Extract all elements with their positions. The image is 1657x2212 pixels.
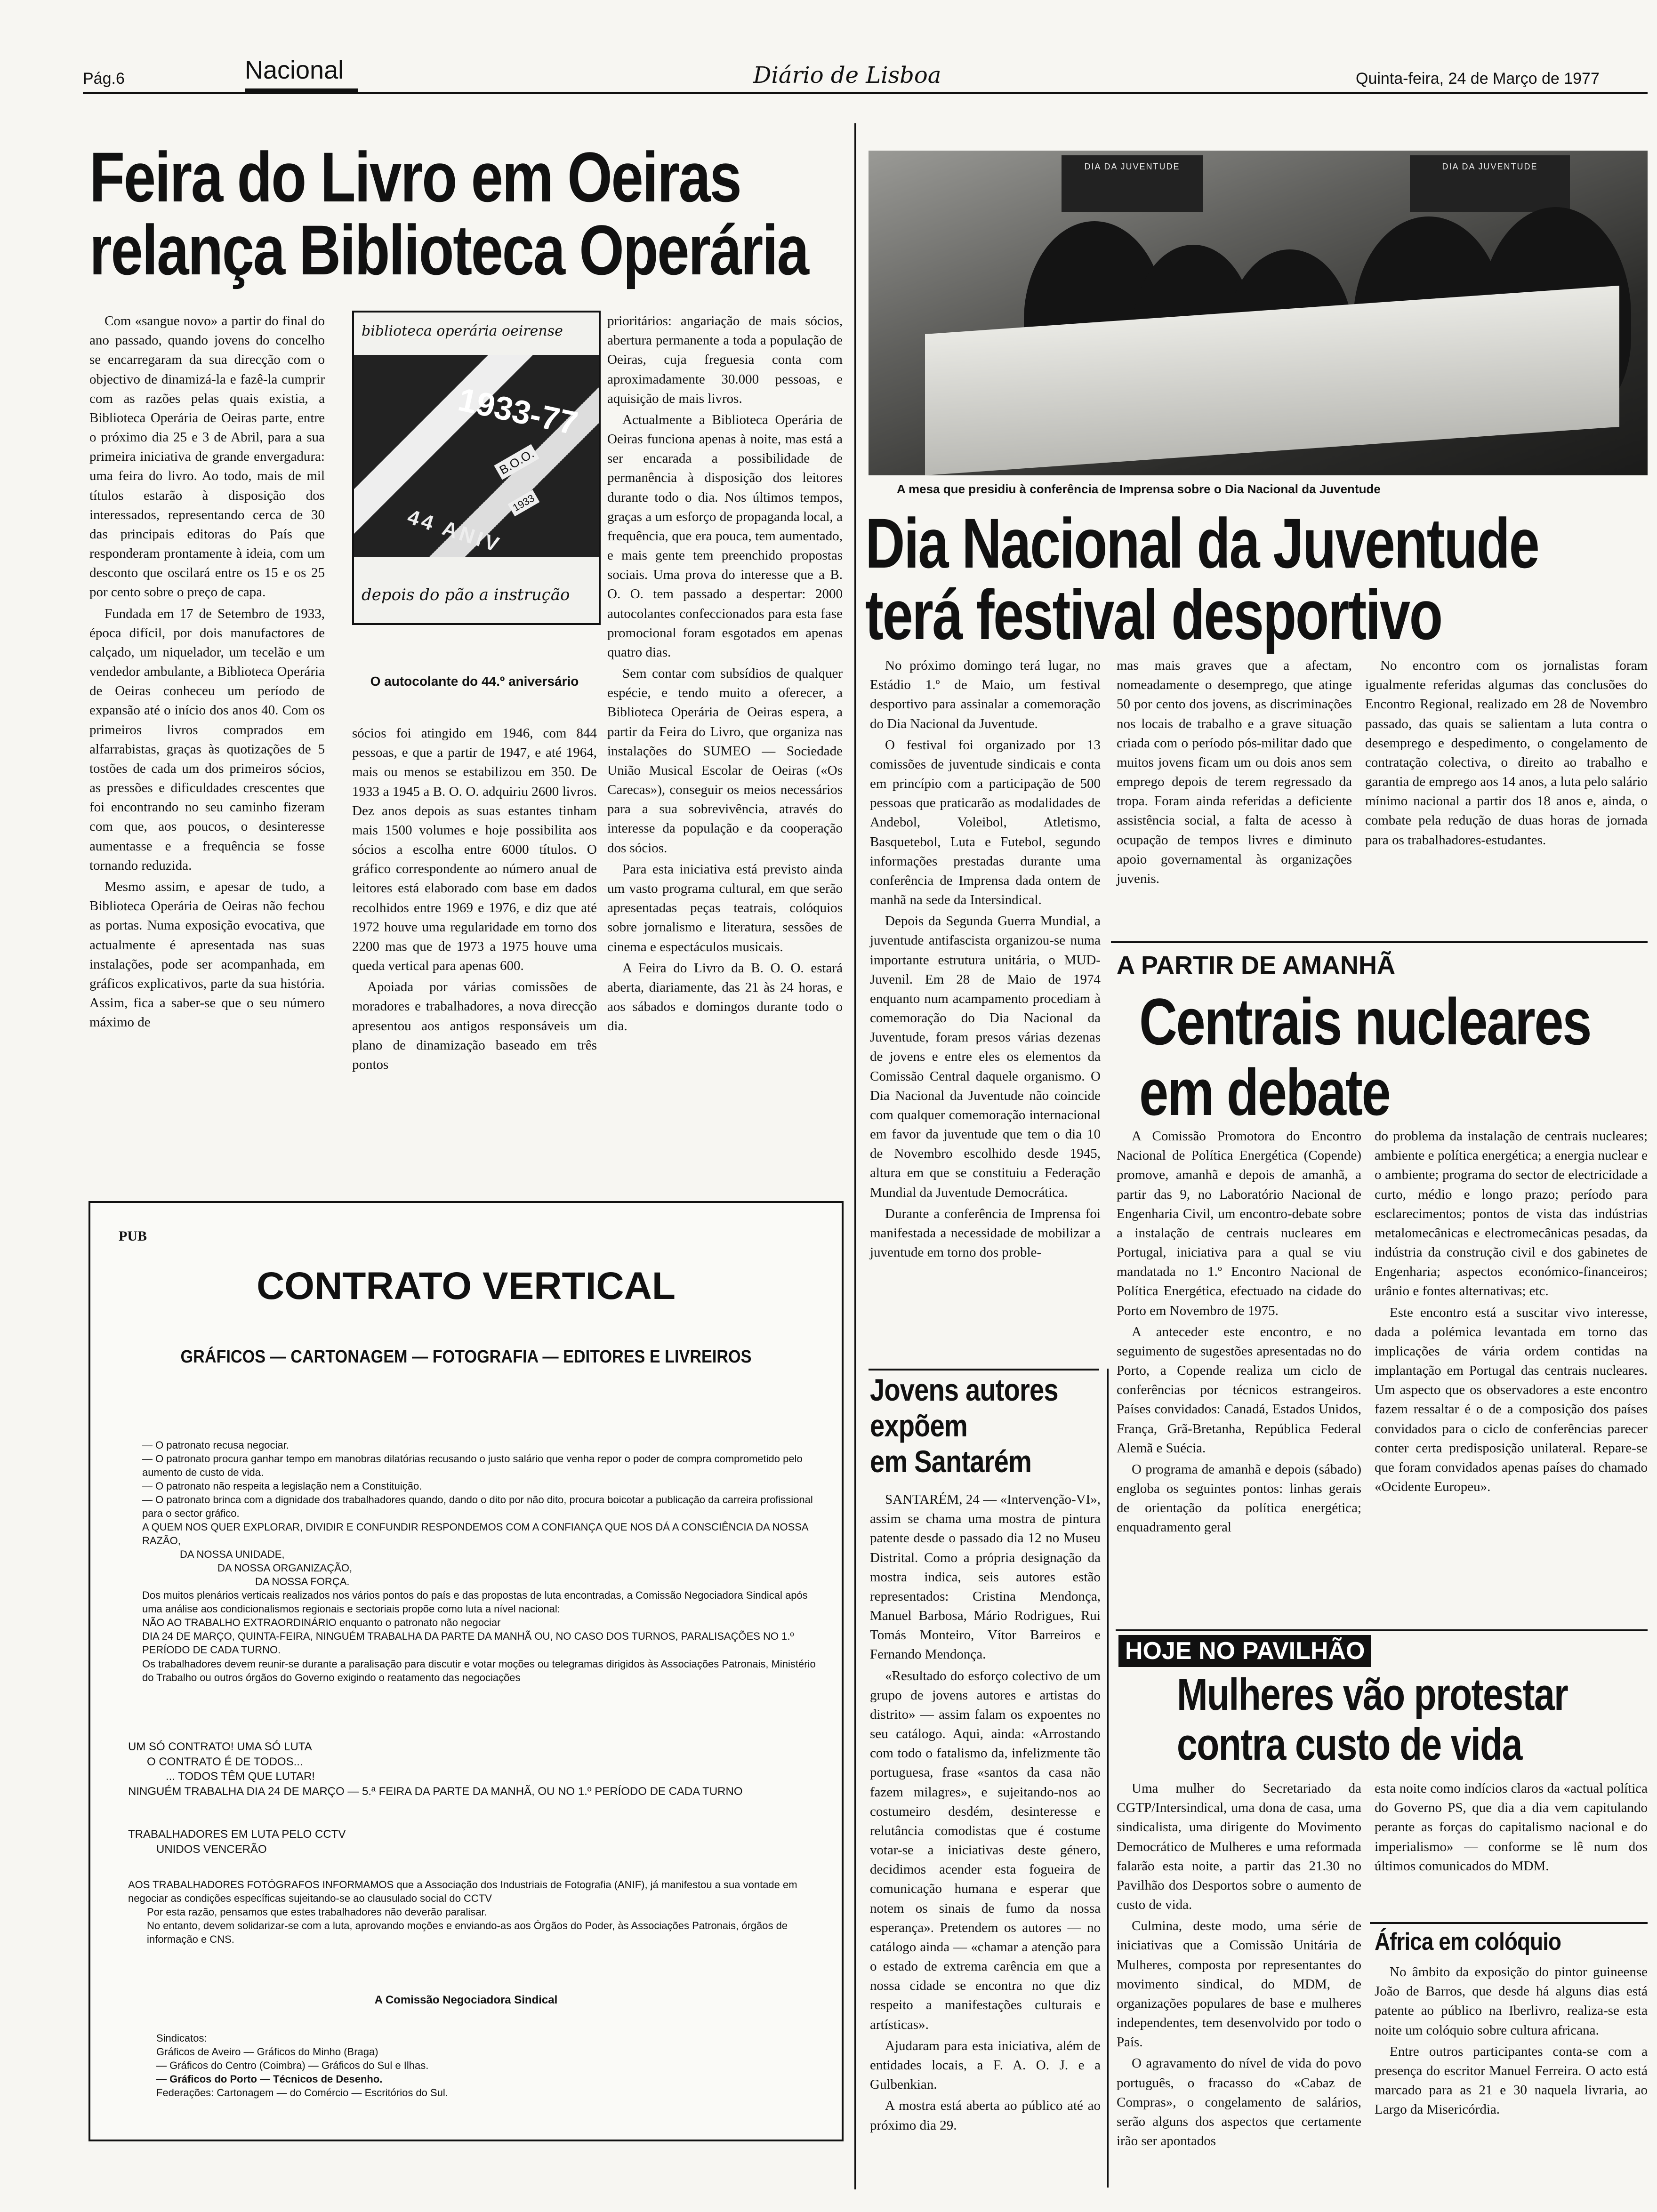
nucleares-headline-2: em debate bbox=[1139, 1055, 1390, 1129]
ad-line: DIA 24 DE MARÇO, QUINTA-FEIRA, NINGUÉM TRABALHA DA PARTE DA MANHÃ OU, NO CASO DOS TURNOS, PARALISAÇÕES NO 1.º PERÍODO DE CADA TURNO. bbox=[142, 1630, 794, 1656]
pavilhao-headline-1: Mulheres vão protestar bbox=[1177, 1669, 1568, 1720]
santarem-headline-2: expõem bbox=[870, 1408, 967, 1443]
juventude-column-3 bbox=[1365, 656, 1648, 852]
paragraph: Durante a conferência de Imprensa foi manifestada a necessidade de mobilizar a juventude em torno dos proble- bbox=[870, 1206, 1101, 1260]
ad-line: — Gráficos do Porto — Técnicos de Desenho. bbox=[156, 2073, 383, 2085]
santarem-column bbox=[870, 1490, 1101, 2137]
ad-block-2 bbox=[128, 1739, 815, 1799]
ad-line: Gráficos de Aveiro — Gráficos do Minho (Braga) bbox=[156, 2046, 378, 2058]
sticker-year: 1933-77 bbox=[455, 381, 581, 442]
sticker-caption: O autocolante do 44.º aniversário bbox=[370, 674, 579, 689]
nucleares-column-2 bbox=[1375, 1127, 1648, 1499]
ad-subtitle: GRÁFICOS — CARTONAGEM — FOTOGRAFIA — EDITORES E LIVREIROS bbox=[180, 1347, 752, 1367]
section-underline bbox=[245, 88, 358, 94]
paragraph: A Comissão Promotora do Encontro Nacional de Política Energética (Copende) promove, amanhã e depois de amanhã, a partir das 9, no Laboratório Nacional de Engenharia Civil, um encontro-debate sobre a instalação de centrais nucleares em Portugal, iniciativa para a qual se viu mandatada no 1.º Encontro Nacional de Política Energética, efectuado na cidade do Porto em Novembro de 1975. bbox=[1117, 1129, 1361, 1318]
photo-caption: A mesa que presidiu à conferência de Imprensa sobre o Dia Nacional da Juventude bbox=[897, 482, 1381, 496]
paragraph: Depois da Segunda Guerra Mundial, a juventude antifascista organizou-se numa importante estrutura unitária, o MUD-Juvenil. Em 28 de Maio de 1974 enquanto num acampamento procediam à comemoração do Dia Nacional da Juventude, foram presos várias dezenas de jovens e entre eles os elementos da Comissão Central daquele organismo. O Dia Nacional da Juventude não coincide com qualquer comemoração internacional em favor da juventude que tem o dia 10 de Novembro escolhido desde 1945, altura em que se constituiu a Federação Mundial da Juventude Democrática. bbox=[870, 914, 1101, 1200]
column-divider bbox=[1107, 1369, 1109, 2188]
paragraph: Ajudaram para esta iniciativa, além de entidades locais, a F. A. O. J. e a Gulbenkian. bbox=[870, 2038, 1101, 2092]
paragraph: Sem contar com subsídios de qualquer espécie, e tendo muito a oferecer, a Biblioteca Operária de Oeiras espera, a partir da Feira do Livro, que organiza nas instalações do SUMEO — Sociedade União Musical Escolar de Oeiras («Os Carecas»), conseguir os meios necessários para a sua sobrevivência, através do interesse da população e da cooperação dos sócios. bbox=[607, 666, 843, 856]
paragraph: Fundada em 17 de Setembro de 1933, época difícil, por dois manufactores de calçado, um niquelador, um tecelão e um vendedor ambulante, a Biblioteca Operária de Oeiras conheceu um período de expansão até o início dos anos 40. Com os primeiros livros comprados em alfarrabistas, graças às quotizações de 5 tostões de cada um dos primeiros sócios, as pressões e dificuldades crescentes que foi encontrando no seu caminho fizeram com que, aos poucos, o desinteresse aumentasse e a frequência se fosse tornando reduzida. bbox=[89, 606, 325, 873]
ad-line: TRABALHADORES EM LUTA PELO CCTV bbox=[128, 1828, 346, 1841]
pavilhao-column-1 bbox=[1117, 1779, 1361, 2153]
page-number: Pág.6 bbox=[83, 70, 125, 88]
paragraph: Apoiada por várias comissões de moradores e trabalhadores, a nova direcção apresentou aos antigos responsáveis um plano de dinamização baseado em três pontos bbox=[352, 979, 597, 1072]
sticker-top-text: biblioteca operária oeirense bbox=[362, 323, 563, 339]
section-title: Nacional bbox=[245, 56, 344, 84]
paragraph: Entre outros participantes conta-se com a presença do escritor Manuel Ferreira. O acto está marcado para as 21 e 30 naquela livraria, ao Largo da Misericórdia. bbox=[1375, 2044, 1648, 2117]
ad-line: DA NOSSA FORÇA. bbox=[255, 1576, 350, 1588]
feira-column-2 bbox=[352, 724, 597, 1076]
sticker-year-small: 1933 bbox=[508, 490, 540, 516]
paragraph: Uma mulher do Secretariado da CGTP/Intersindical, uma dona de casa, uma sindicalista, uma dirigente do Movimento Democrático de Mulheres e uma reformada falarão esta noite, a partir das 21.30 no Pavilhão dos Desportos sobre o aumento de custo de vida. bbox=[1117, 1781, 1361, 1913]
ad-line: NINGUÉM TRABALHA DIA 24 DE MARÇO — 5.ª FEIRA DA PARTE DA MANHÃ, OU NO 1.º PERÍODO DE CADA TURNO bbox=[128, 1785, 743, 1798]
paragraph: «Resultado do esforço colectivo de um grupo de jovens autores e artistas do distrito» — assim falam os expoentes no seu catálogo. Aqui, ainda: «Arrostando com todo o fatalismo da, infelizmente tão portuguesa, frase «santos da casa não fazem milagres», e sujeitando-nos ao costumeiro desdém, desinteresse e relutância comodistas que é costume votar-se a iniciativas deste género, decidimos acender esta fogueira de comunicação humana e esperar que notem os sinais de fumo da nossa esperança». Pretendem os autores — no catálogo ainda — «chamar a atenção para o estado de extrema carência em que a nossa cidade se encontra no que diz respeito a manifestações culturais e artísticas». bbox=[870, 1668, 1101, 2032]
pavilhao-headline-2: contra custo de vida bbox=[1177, 1719, 1522, 1770]
nucleares-column-1 bbox=[1117, 1127, 1361, 1539]
paragraph: SANTARÉM, 24 — «Intervenção-VI», assim se chama uma mostra de pintura patente desde o passado dia 12 no Museu Distrital. Como a própria designação da mostra indica, seis autores estão representados: Cristina Mendonça, Manuel Barbosa, Mário Rodrigues, Rui Tomás Monteiro, Vítor Barreiros e Fernando Mendonça. bbox=[870, 1492, 1101, 1662]
santarem-headline-1: Jovens autores bbox=[870, 1372, 1058, 1407]
nucleares-headline-1: Centrais nucleares bbox=[1139, 985, 1591, 1058]
feira-headline-1: Feira do Livro em Oeiras bbox=[89, 137, 741, 216]
ad-line: — O patronato não respeita a legislação nem a Constituição. bbox=[142, 1480, 422, 1492]
paragraph: A anteceder este encontro, e no seguimento de sugestões apresentadas no do Porto, a Copende realiza um ciclo de conferências por técnicos estrangeiros. Países convidados: Canadá, Estados Unidos, França, Grã-Bretanha, República Federal Alemã e Suécia. bbox=[1117, 1324, 1361, 1456]
section-rule bbox=[1116, 1629, 1648, 1631]
paragraph: Actualmente a Biblioteca Operária de Oeiras funciona apenas à noite, mas está a ser encarada a possibilidade de permanência à disposição dos leitores durante todo o dia. Nos últimos tempos, graças a um esforço de propaganda local, a frequência, que era pouca, tem aumentado, e mais gente tem preenchido propostas sociais. Uma prova do interesse que a B. O. O. tem passado a despertar: 2000 autocolantes confeccionados para esta fase promocional foram esgotados em apenas quatro dias. bbox=[607, 412, 843, 660]
paragraph: prioritários: angariação de mais sócios, abertura permanente a toda a população de Oeiras, cuja freguesia conta com aproximadamente 30.000 pessoas, e aquisição de mais livros. bbox=[607, 313, 843, 406]
santarem-headline-3: em Santarém bbox=[870, 1444, 1032, 1479]
ad-line: O CONTRATO É DE TODOS... bbox=[147, 1755, 303, 1768]
ad-line: AOS TRABALHADORES FOTÓGRAFOS INFORMAMOS que a Associação dos Industriais de Fotografia (ANIF), já manifestou a sua vontade em negociar as condições específicas sujeitando-se ao clausulado social do CCTV bbox=[128, 1879, 797, 1905]
paragraph: No próximo domingo terá lugar, no Estádio 1.º de Maio, um festival desportivo para assinalar a comemoração do Dia Nacional da Juventude. bbox=[870, 658, 1101, 731]
sticker-boo: B.O.O. bbox=[494, 444, 539, 480]
ad-line: No entanto, devem solidarizar-se com a luta, aprovando moções e enviando-as aos Órgãos do Poder, às Associações Patronais, órgãos de informação e CNS. bbox=[147, 1920, 788, 1946]
ad-line: ... TODOS TÊM QUE LUTAR! bbox=[166, 1770, 315, 1783]
paragraph: Este encontro está a suscitar vivo interesse, dada a polémica levantada em torno das implicações de vária ordem contidas na implantação em Portugal das centrais nucleares. Um aspecto que os observadores a este encontro fazem ressaltar é o de a composição dos países convidados para o ciclo de conferências parecer conter certa predisposição unilateral. Repare-se que foram convidados apenas países do chamado «Ocidente Europeu». bbox=[1375, 1305, 1648, 1495]
juventude-column-2 bbox=[1117, 656, 1352, 890]
paragraph: do problema da instalação de centrais nucleares; ambiente e política energética; a energia nuclear e o ambiente; programa do sector de electricidade a curto, médio e longo prazo; período para esclarecimentos; pontos de vista das indústrias metalomecânicas e electromecânicas pesadas, da indústria da construção civil e dos gabinetes de Engenharia; aspectos económico-financeiros; urânio e fontes alternativas; etc. bbox=[1375, 1129, 1648, 1299]
ad-title: CONTRATO VERTICAL bbox=[257, 1265, 676, 1307]
ad-line: DA NOSSA ORGANIZAÇÃO, bbox=[217, 1562, 353, 1574]
paragraph: Mesmo assim, e apesar de tudo, a Biblioteca Operária de Oeiras não fechou as portas. Numa exposição evocativa, que actualmente é apresentada nas suas instalações, pode ser acompanhada, em gráficos explicativos, parte da sua história. Assim, fica a saber-se que o seu número máximo de bbox=[89, 879, 325, 1030]
ad-line: Por esta razão, pensamos que estes trabalhadores não deverão paralisar. bbox=[147, 1906, 487, 1918]
ad-line: A QUEM NOS QUER EXPLORAR, DIVIDIR E CONFUNDIR RESPONDEMOS COM A CONFIANÇA QUE NOS DÁ A CONSCIÊNCIA DA NOSSA RAZÃO, bbox=[142, 1521, 808, 1547]
pavilhao-column-2 bbox=[1375, 1779, 1648, 1878]
paragraph: mas mais graves que a afectam, nomeadamente o desemprego, que atinge 50 por cento dos jovens, as discriminações nos locais de trabalho e a grave situação criada com o período pós-militar dado que muitos jovens ficam um ou dois anos sem emprego depois de terem regressado da tropa. Foram ainda referidas a deficiente assistência social, a falta de acesso à ocupação de tempos livres e diminuto apoio governamental às organizações juvenis. bbox=[1117, 658, 1352, 886]
ad-block-4 bbox=[128, 1878, 815, 1946]
photo-sign: DIA DA JUVENTUDE bbox=[1410, 155, 1570, 212]
press-conference-photo bbox=[869, 151, 1648, 475]
ad-line: — O patronato recusa negociar. bbox=[142, 1439, 289, 1451]
ad-line: UNIDOS VENCERÃO bbox=[156, 1843, 267, 1856]
sticker-aniv: 44 ANIV bbox=[404, 505, 505, 557]
ad-line: DA NOSSA UNIDADE, bbox=[180, 1548, 285, 1561]
africa-headline: África em colóquio bbox=[1375, 1928, 1561, 1956]
ad-line: Federações: Cartonagem — do Comércio — Escritórios do Sul. bbox=[156, 2087, 448, 2099]
ad-block-3 bbox=[128, 1827, 815, 1857]
column-divider bbox=[854, 123, 856, 2189]
paragraph: No âmbito da exposição do pintor guineense João de Barros, que desde há alguns dias está patente ao público na Iberlivro, realiza-se esta noite um colóquio sobre cultura africana. bbox=[1375, 1964, 1648, 2038]
section-rule bbox=[1370, 1922, 1648, 1924]
pavilhao-kicker: HOJE NO PAVILHÃO bbox=[1118, 1635, 1371, 1667]
ad-signature: A Comissão Negociadora Sindical bbox=[374, 1994, 558, 2006]
paragraph: sócios foi atingido em 1946, com 844 pessoas, e que a partir de 1947, e até 1964, mais ou menos se estabilizou em 350. De 1933 a 1945 a B. O. O. adquiriu 2600 livros. Dez anos depois as suas estantes tinham mais 1500 volumes e hoje possibilita aos sócios a escolha entre 6000 títulos. O gráfico correspondente ao número anual de leitores está elaborado com base em dados recolhidos entre 1969 e 1976, e diz que até 1972 houve uma regularidade em torno dos 2200 mas que de 1973 a 1975 houve uma queda vertical para apenas 600. bbox=[352, 726, 597, 974]
sticker-bottom-text: depois do pão a instrução bbox=[362, 585, 570, 604]
paragraph: No encontro com os jornalistas foram igualmente referidas algumas das conclusões do Encontro Regional, realizado em 28 de Novembro passado, das quais se salientam a luta contra o desemprego e despedimento, o congelamento de contratação colectiva, o direito ao trabalho e garantia de emprego aos 14 anos, a luta pelo salário mínimo nacional a partir dos 18 anos e, ainda, o combate pela redução de duas horas de jornada para os trabalhadores-estudantes. bbox=[1365, 658, 1648, 848]
paragraph: A Feira do Livro da B. O. O. estará aberta, diariamente, das 21 às 24 horas, e aos sábados e domingos durante todo o dia. bbox=[607, 960, 843, 1034]
juventude-column-1 bbox=[870, 656, 1101, 1264]
section-rule bbox=[869, 1369, 1099, 1370]
paragraph: A mostra está aberta ao público até ao próximo dia 29. bbox=[870, 2098, 1101, 2133]
ad-sindicatos bbox=[156, 2031, 768, 2100]
nucleares-kicker: A PARTIR DE AMANHÃ bbox=[1117, 951, 1395, 979]
feira-column-1 bbox=[89, 312, 325, 1034]
ad-line: Sindicatos: bbox=[156, 2032, 207, 2044]
ad-line: Os trabalhadores devem reunir-se durante a paralisação para discutir e votar moções ou telegramas dirigidos às Associações Patronais, Ministério do Trabalho ou outros órgãos do Governo exigindo o reatamento das negociações bbox=[142, 1658, 816, 1683]
feira-column-3 bbox=[607, 312, 843, 1038]
paragraph: Culmina, deste modo, uma série de iniciativas que a Comissão Unitária de Mulheres, composta por representantes do movimento sindical, do MDM, de organizações populares de base e mulheres independentes, tem desenvolvido por todo o País. bbox=[1117, 1918, 1361, 2050]
advertisement-box bbox=[88, 1201, 844, 2141]
ad-block-1 bbox=[142, 1438, 820, 1684]
africa-column bbox=[1375, 1963, 1648, 2121]
section-rule bbox=[1111, 941, 1648, 943]
ad-line: UM SÓ CONTRATO! UMA SÓ LUTA bbox=[128, 1740, 312, 1753]
paragraph: O festival foi organizado por 13 comissões de juventude sindicais e conta em princípio com a participação de 500 pessoas que praticarão as modalidades de Andebol, Voleibol, Atletismo, Basquetebol, Luta e Futebol, segundo informações prestadas durante uma conferência de Imprensa dada ontem de manhã na sede da Intersindical. bbox=[870, 737, 1101, 908]
sticker-image bbox=[352, 311, 601, 625]
ad-line: Dos muitos plenários verticais realizados nos vários pontos do país e das propostas de luta encontradas, a Comissão Negociadora Sindical após uma análise aos condicionalismos regionais e sectoriais propõe como luta a nível nacional: bbox=[142, 1589, 808, 1615]
issue-date: Quinta-feira, 24 de Março de 1977 bbox=[1356, 70, 1600, 88]
paragraph: O programa de amanhã e depois (sábado) engloba os seguintes pontos: linhas gerais de orientação da política energética; enquadramento geral bbox=[1117, 1461, 1361, 1535]
paragraph: Para esta iniciativa está previsto ainda um vasto programa cultural, em que serão apresentadas peças teatrais, colóquios sobre jornalismo e literatura, sessões de cinema e espectáculos musicais. bbox=[607, 861, 843, 954]
feira-headline-2: relança Biblioteca Operária bbox=[89, 210, 808, 289]
juventude-headline-1: Dia Nacional da Juventude bbox=[865, 504, 1539, 583]
paragraph: O agravamento do nível de vida do povo português, o fracasso do «Cabaz de Compras», o congelamento de salários, serão alguns dos aspectos que certamente irão ser apontados bbox=[1117, 2056, 1361, 2149]
paragraph: Com «sangue novo» a partir do final do ano passado, quando jovens do concelho se encarregaram da sua direcção com o objectivo de dinamizá-la e fazê-la cumprir com as razões pelas quais existia, a Biblioteca Operária de Oeiras parte, entre o próximo dia 25 e 3 de Abril, para a sua primeira iniciativa de grande envergadura: uma feira do livro. Ao todo, mais de mil títulos estarão à disposição dos interessados, representando cerca de 30 das principais editoras do País que responderam prontamente à ideia, com um desconto que oscilará entre os 15 e os 25 por cento sobre o preço de capa. bbox=[89, 313, 325, 600]
photo-sign: DIA DA JUVENTUDE bbox=[1062, 155, 1203, 212]
paragraph: esta noite como indícios claros da «actual política do Governo PS, que dia a dia vem capitulando perante as forças do capitalismo nacional e do imperialismo» — conforme se lê num dos últimos comunicados do MDM. bbox=[1375, 1781, 1648, 1874]
ad-pub-label: PUB bbox=[119, 1228, 147, 1244]
ad-line: — Gráficos do Centro (Coimbra) — Gráficos do Sul e Ilhas. bbox=[156, 2060, 429, 2072]
ad-line: — O patronato brinca com a dignidade dos trabalhadores quando, dando o dito por não dito, procura boicotar a publicação da carreira profissional para o sector gráfico. bbox=[142, 1494, 813, 1520]
ad-line: NÃO AO TRABALHO EXTRAORDINÁRIO enquanto o patronato não negociar bbox=[142, 1617, 501, 1629]
paper-name: Diário de Lisboa bbox=[753, 62, 941, 88]
juventude-headline-2: terá festival desportivo bbox=[865, 575, 1442, 654]
ad-line: — O patronato procura ganhar tempo em manobras dilatórias recusando o justo salário que venha repor o poder de compra comprometido pelo aumento de custo de vida. bbox=[142, 1453, 803, 1479]
